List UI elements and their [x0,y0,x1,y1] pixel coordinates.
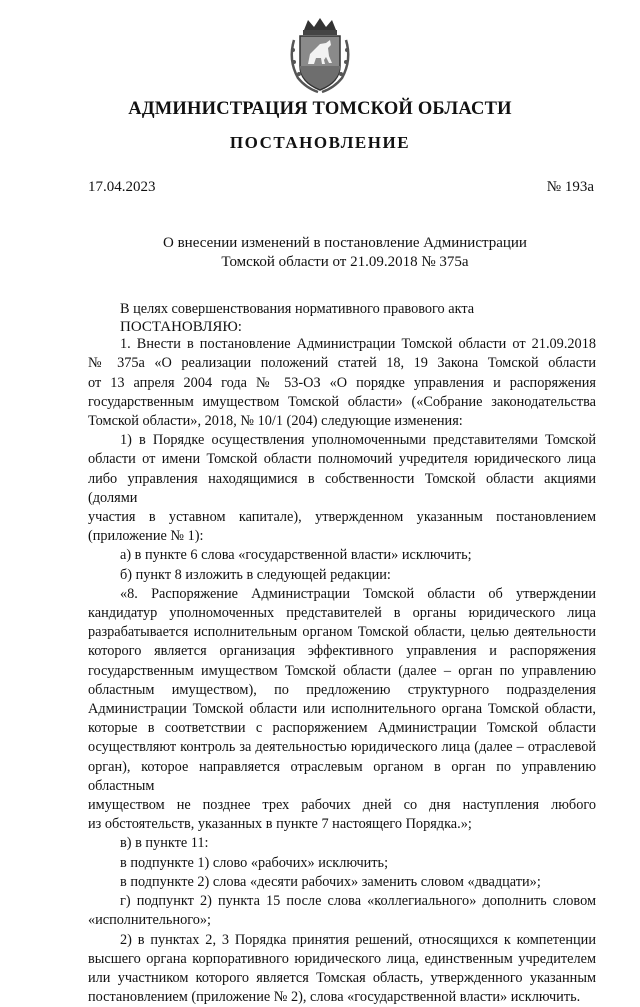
quote-line: которого является организация эффективного управления и распоряжения [88,643,596,660]
sub1-line: области от имени Томской области полномочий учредителя юридического лица [88,451,596,468]
document-subject [0,234,640,272]
sub1-g-line: г) подпункт 2) пункта 15 после слова «коллегиального» дополнить словом [120,893,596,910]
quote-line: «8. Распоряжение Администрации Томской области об утверждении [120,585,596,602]
quote-line: орган), которое направляется отраслевым органом в орган по управлению областным [88,758,596,794]
subject-line: Томской области от 21.09.2018 № 375а [221,254,469,270]
item1-line: Томской области», 2018, № 10/1 (204) следующие изменения: [88,413,463,430]
item1-line: государственным имуществом Томской области» («Собрание законодательства [88,393,596,410]
tomsk-coat-of-arms-icon [284,16,356,94]
quote-line: которые в соответствии с распоряжением Администрации Томской области [88,720,596,737]
quote-line: Администрации Томской области или исполнительного органа Томской области, [88,701,596,718]
intro-line: В целях совершенствования нормативного правового акта [120,301,475,317]
sub1-line: участия в уставном капитале), утвержденном указанным постановлением [88,509,596,526]
document-number: № 193а [546,179,594,195]
sub2-line: постановлением (приложение № 2), слова «государственной власти» исключить. [88,989,581,1006]
sub2-line: 2) в пунктах 2, 3 Порядка принятия решений, относящихся к компетенции [120,931,596,948]
quote-line: осуществляют контроль за деятельностью юридического лица (далее – отраслевой [88,739,596,756]
sub1-line: (приложение № 1): [88,528,204,545]
sub1-line: либо управления находящимися в собственности Томской области акциями (долями [88,470,596,506]
sub1-v: в) в пункте 11: [120,835,209,852]
quote-line: из обстоятельств, указанных в пункте 7 настоящего Порядка.»; [88,816,472,833]
subject-line: О внесении изменений в постановление Администрации [163,235,527,251]
resolve-line: ПОСТАНОВЛЯЮ: [120,319,242,336]
sub1-b: б) пункт 8 изложить в следующей редакции: [120,566,391,583]
sub2-line: высшего органа корпоративного юридического лица, единственным учредителем [88,950,596,967]
quote-line: имуществом не позднее трех рабочих дней со дня наступления любого [88,797,596,814]
document-date: 17.04.2023 [88,179,156,195]
quote-line: областным имуществом), по предложению структурного подразделения [88,681,596,698]
quote-line: кандидатур уполномоченных представителей в органы юридического лица [88,605,596,622]
sub1-v2: в подпункте 2) слова «десяти рабочих» заменить словом «двадцати»; [120,873,541,890]
item1-line: № 375а «О реализации положений статей 18, 19 Закона Томской области [88,355,596,372]
sub2-line: или участником которого является Томская область, утвержденного указанным [88,969,596,986]
sub1-g-line: «исполнительного»; [88,912,212,929]
sub1-line: 1) в Порядке осуществления уполномоченными представителями Томской [120,432,596,449]
quote-line: государственным имуществом Томской области (далее – орган по управлению [88,662,596,679]
sub1-v1: в подпункте 1) слово «рабочих» исключить; [120,854,389,871]
document-type: ПОСТАНОВЛЕНИЕ [229,133,411,152]
quote-line: разрабатывается исполнительным органом Томской области, целью деятельности [88,624,596,641]
organization-title: АДМИНИСТРАЦИЯ ТОМСКОЙ ОБЛАСТИ [128,99,512,119]
item1-line: от 13 апреля 2004 года № 53-ОЗ «О порядке управления и распоряжения [88,374,596,391]
sub1-a: а) в пункте 6 слова «государственной власти» исключить; [120,547,472,564]
document-body [88,300,596,1007]
item1-line: 1. Внести в постановление Администрации Томской области от 21.09.2018 [120,336,596,353]
